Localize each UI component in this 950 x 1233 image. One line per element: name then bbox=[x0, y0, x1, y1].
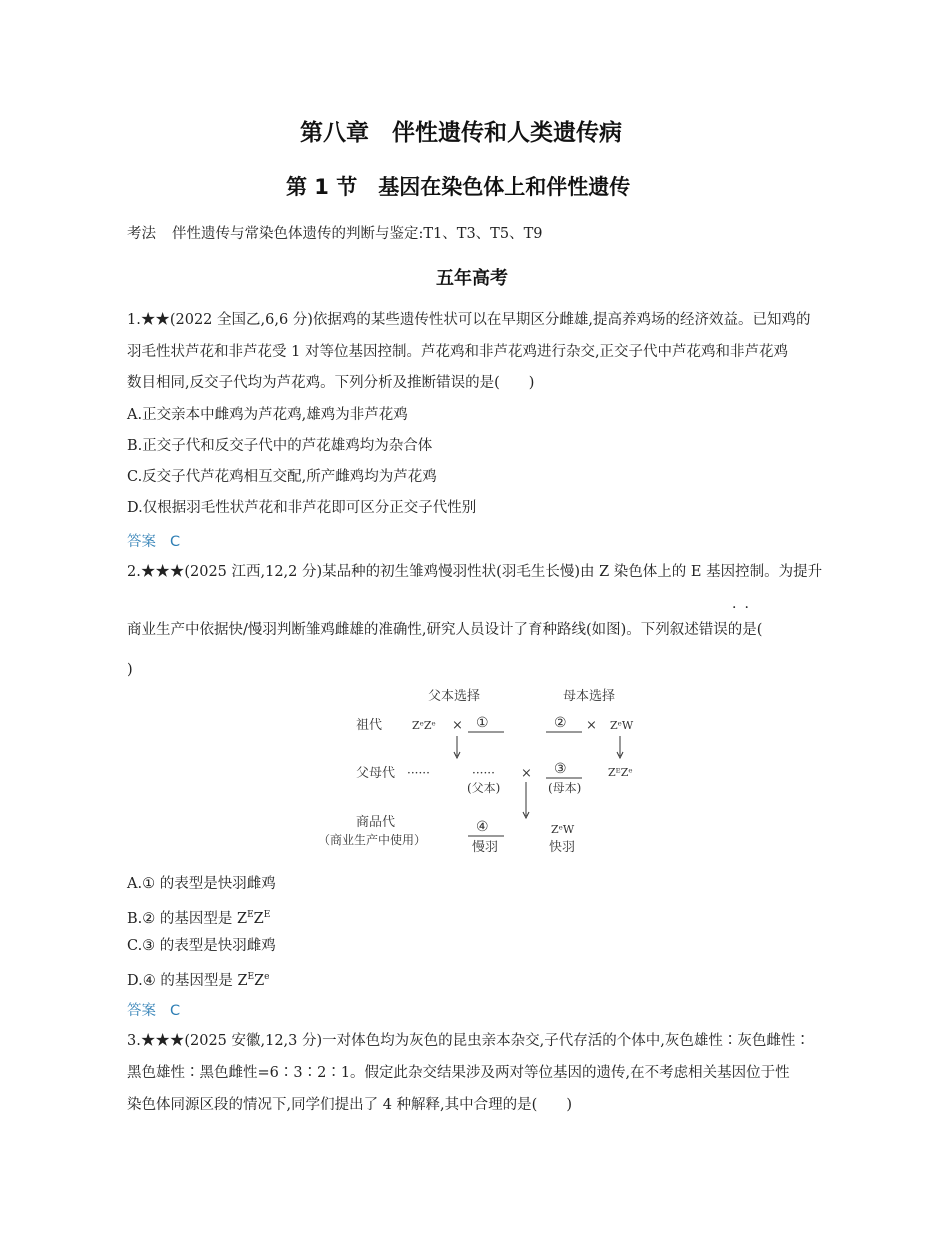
diagram-ellipsis-left: ······ bbox=[407, 766, 430, 780]
breeding-diagram bbox=[310, 678, 650, 858]
q2-option-d: D.④ 的基因型是 $Z^EZ^e$ bbox=[127, 972, 270, 989]
q1-option-d: D.仅根据羽毛性状芦花和非芦花即可区分正交子代性别 bbox=[127, 500, 477, 516]
chapter-title: 第八章 伴性遗传和人类遗传病 bbox=[300, 120, 622, 146]
diagram-blank-1: ① bbox=[476, 715, 489, 731]
diagram-cross-3: × bbox=[521, 766, 532, 781]
q3-line-2: 黑色雄性∶黑色雌性=6∶3∶2∶1。假定此杂交结果涉及两对等位基因的遗传,在不考虑相关基因位于性 bbox=[127, 1065, 790, 1081]
q2-answer-value: C bbox=[170, 1003, 181, 1019]
diagram-blank-2: ② bbox=[554, 715, 567, 731]
q2-option-c: C.③ 的表型是快羽雌鸡 bbox=[127, 938, 276, 954]
q1-option-b: B.正交子代和反交子代中的芦花雄鸡均为杂合体 bbox=[127, 438, 433, 454]
diagram-fast: 快羽 bbox=[549, 840, 576, 855]
q2-line-3: ) bbox=[127, 662, 133, 678]
q1-line-2: 羽毛性状芦花和非芦花受 1 对等位基因控制。芦花鸡和非芦花鸡进行杂交,正交子代中芦花鸡和非芦花鸡 bbox=[127, 344, 789, 360]
diagram-cross-2: × bbox=[586, 718, 597, 733]
diagram-row-parent: 父母代 bbox=[356, 766, 396, 781]
exam-method bbox=[127, 224, 542, 244]
diagram-row-grandparent: 祖代 bbox=[356, 718, 383, 733]
q2-line-1: 2.★★★(2025 江西,12,2 分)某品种的初生雏鸡慢羽性状(羽毛生长慢)由 Z 染色体上的 E 基因控制。为提升 bbox=[127, 564, 823, 580]
diagram-blank-3: ③ bbox=[554, 761, 567, 777]
q1-answer-label: 答案 bbox=[127, 534, 156, 550]
diagram-row-commercial-note: （商业生产中使用） bbox=[318, 833, 427, 847]
block-heading: 五年高考 bbox=[436, 268, 508, 289]
diagram-c-female: ZᵉW bbox=[551, 823, 575, 836]
diagram-father-note: (父本) bbox=[467, 781, 501, 795]
diagram-mother-select: 母本选择 bbox=[563, 689, 616, 704]
diagram-mother-note: (母本) bbox=[548, 781, 582, 795]
q2-option-b: B.② 的基因型是 $Z^EZ^E$ bbox=[127, 910, 271, 927]
exam-method-label: 考法 bbox=[127, 226, 156, 242]
q2-answer bbox=[127, 999, 194, 1020]
q2-option-a: A.① 的表型是快羽雌鸡 bbox=[127, 876, 276, 892]
diagram-gp-female: ZᵉW bbox=[610, 719, 634, 732]
q1-answer-value: C bbox=[170, 534, 181, 550]
q1-line-3: 数目相同,反交子代均为芦花鸡。下列分析及推断错误的是( ) bbox=[127, 375, 535, 391]
diagram-blank-4: ④ bbox=[476, 819, 489, 835]
q1-line-1: 1.★★(2022 全国乙,6,6 分)依据鸡的某些遗传性状可以在早期区分雌雄,提高养鸡场的经济效益。已知鸡的 bbox=[127, 312, 811, 328]
diagram-slow: 慢羽 bbox=[472, 840, 499, 855]
diagram-row-commercial: 商品代 bbox=[356, 815, 396, 830]
q1-option-c: C.反交子代芦花鸡相互交配,所产雌鸡均为芦花鸡 bbox=[127, 469, 437, 485]
exam-method-text: 伴性遗传与常染色体遗传的判断与鉴定:T1、T3、T5、T9 bbox=[172, 226, 543, 242]
q2-line-2: 商业生产中依据快/慢羽判断雏鸡雌雄的准确性,研究人员设计了育种路线(如图)。下列叙述错误的是( bbox=[127, 622, 763, 638]
diagram-p-right: ZᴱZᵉ bbox=[608, 766, 633, 779]
q2-answer-label: 答案 bbox=[127, 1003, 156, 1019]
diagram-gp-male: ZᵉZᵉ bbox=[412, 719, 436, 732]
section-title: 第 1 节 基因在染色体上和伴性遗传 bbox=[286, 175, 631, 199]
q1-option-a: A.正交亲本中雌鸡为芦花鸡,雄鸡为非芦花鸡 bbox=[127, 407, 408, 423]
emphasis-dots: ·· bbox=[732, 600, 757, 616]
q3-line-1: 3.★★★(2025 安徽,12,3 分)一对体色均为灰色的昆虫亲本杂交,子代存活的个体中,灰色雄性∶灰色雌性∶ bbox=[127, 1033, 810, 1049]
q3-line-3: 染色体同源区段的情况下,同学们提出了 4 种解释,其中合理的是( ) bbox=[127, 1097, 572, 1113]
diagram-father-select: 父本选择 bbox=[428, 689, 481, 704]
diagram-cross-1: × bbox=[452, 718, 463, 733]
q1-answer bbox=[127, 530, 194, 551]
diagram-ellipsis-mid: ······ bbox=[472, 766, 495, 780]
